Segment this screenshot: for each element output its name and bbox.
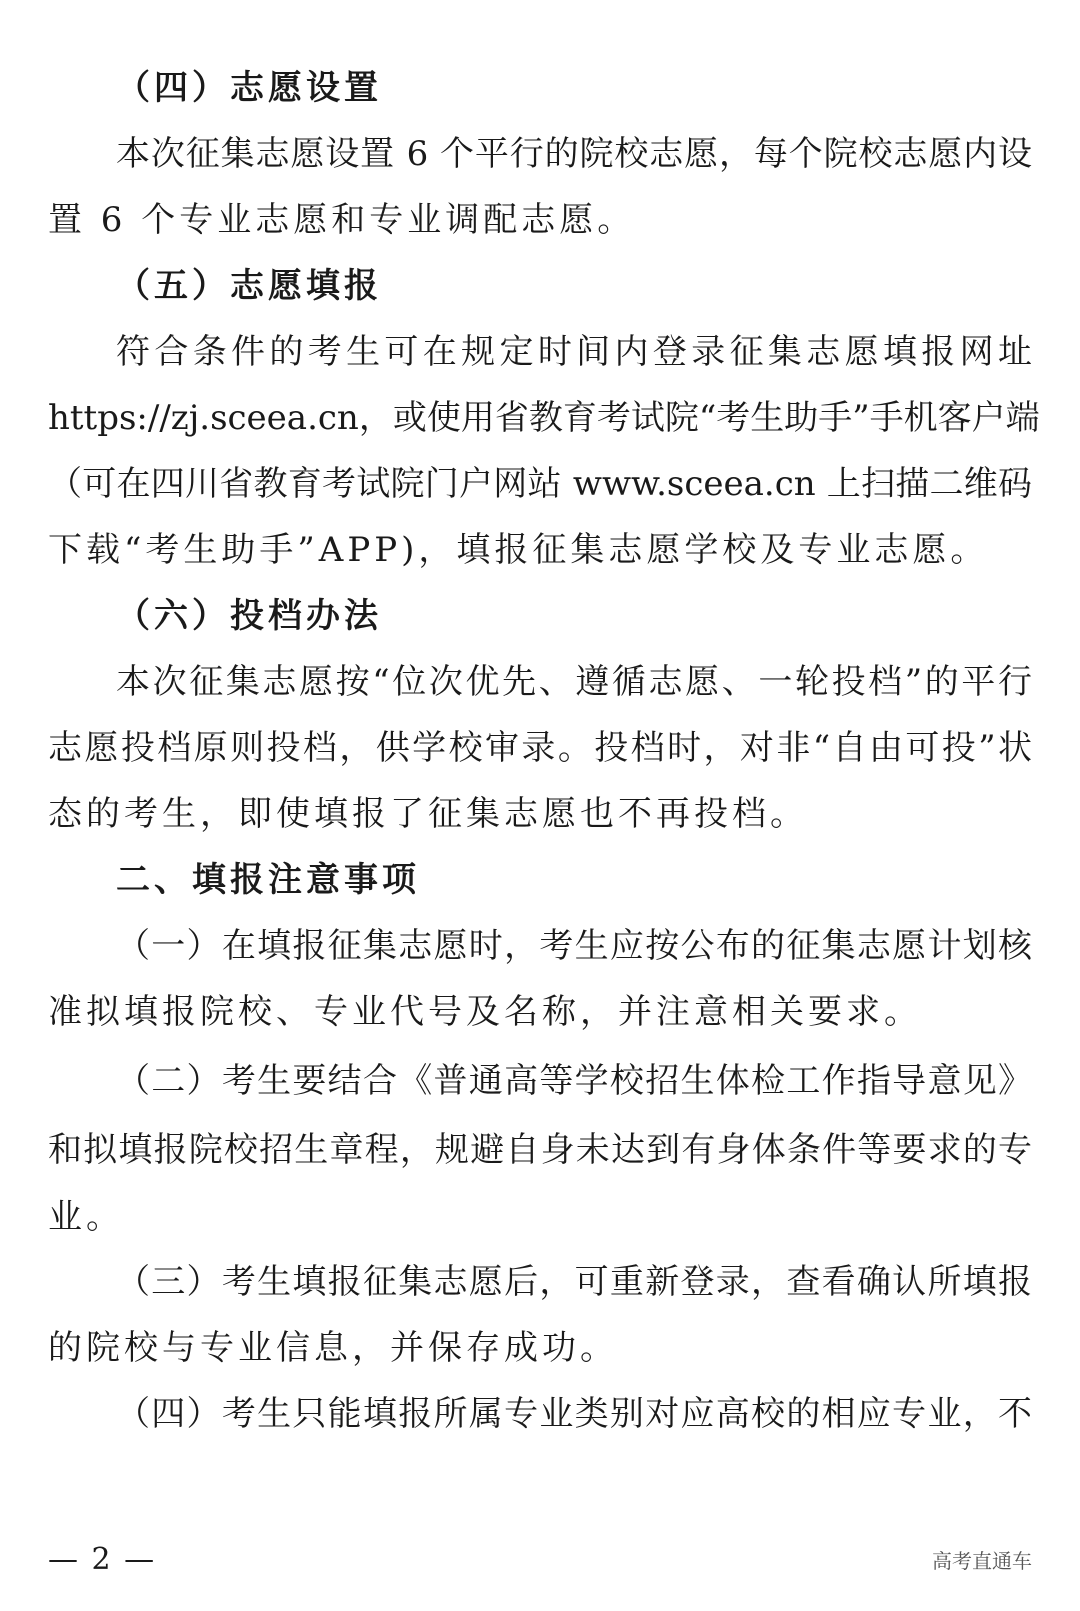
paragraph-line: 志愿投档原则投档，供学校审录。投档时，对非“自由可投”状 [48, 728, 1032, 768]
paragraph-line: 态的考生，即使填报了征集志愿也不再投档。 [48, 794, 808, 834]
paragraph-line: 符合条件的考生可在规定时间内登录征集志愿填报网址 [116, 332, 1032, 372]
section-heading: （四）志愿设置 [116, 68, 382, 108]
paragraph-line: （四）考生只能填报所属专业类别对应高校的相应专业，不 [116, 1394, 1032, 1434]
paragraph-line: 业。 [48, 1197, 124, 1237]
paragraph-line: （一）在填报征集志愿时，考生应按公布的征集志愿计划核 [116, 926, 1032, 966]
chapter-heading: 二、填报注意事项 [116, 860, 420, 900]
paragraph-line: 置 6 个专业志愿和专业调配志愿。 [48, 200, 636, 240]
section-heading: （六）投档办法 [116, 596, 382, 636]
paragraph-line: 本次征集志愿按“位次优先、遵循志愿、一轮投档”的平行 [116, 662, 1032, 702]
paragraph-line: 的院校与专业信息，并保存成功。 [48, 1328, 618, 1368]
watermark: 高考直通车 [932, 1549, 1032, 1573]
paragraph-line: 和拟填报院校招生章程，规避自身未达到有身体条件等要求的专 [48, 1130, 1032, 1170]
paragraph-line: （三）考生填报征集志愿后，可重新登录，查看确认所填报 [116, 1262, 1032, 1302]
paragraph-line: https://zj.sceea.cn，或使用省教育考试院“考生助手”手机客户端 [48, 398, 1040, 438]
paragraph-line: （可在四川省教育考试院门户网站 www.sceea.cn 上扫描二维码 [48, 464, 1032, 504]
page-number: — 2 — [48, 1542, 157, 1577]
paragraph-line: 本次征集志愿设置 6 个平行的院校志愿，每个院校志愿内设 [116, 134, 1032, 174]
paragraph-line: 准拟填报院校、专业代号及名称，并注意相关要求。 [48, 992, 922, 1032]
paragraph-line: （二）考生要结合《普通高等学校招生体检工作指导意见》 [116, 1061, 1032, 1101]
paragraph-line: 下载“考生助手”APP)，填报征集志愿学校及专业志愿。 [48, 530, 989, 570]
section-heading: （五）志愿填报 [116, 266, 382, 306]
